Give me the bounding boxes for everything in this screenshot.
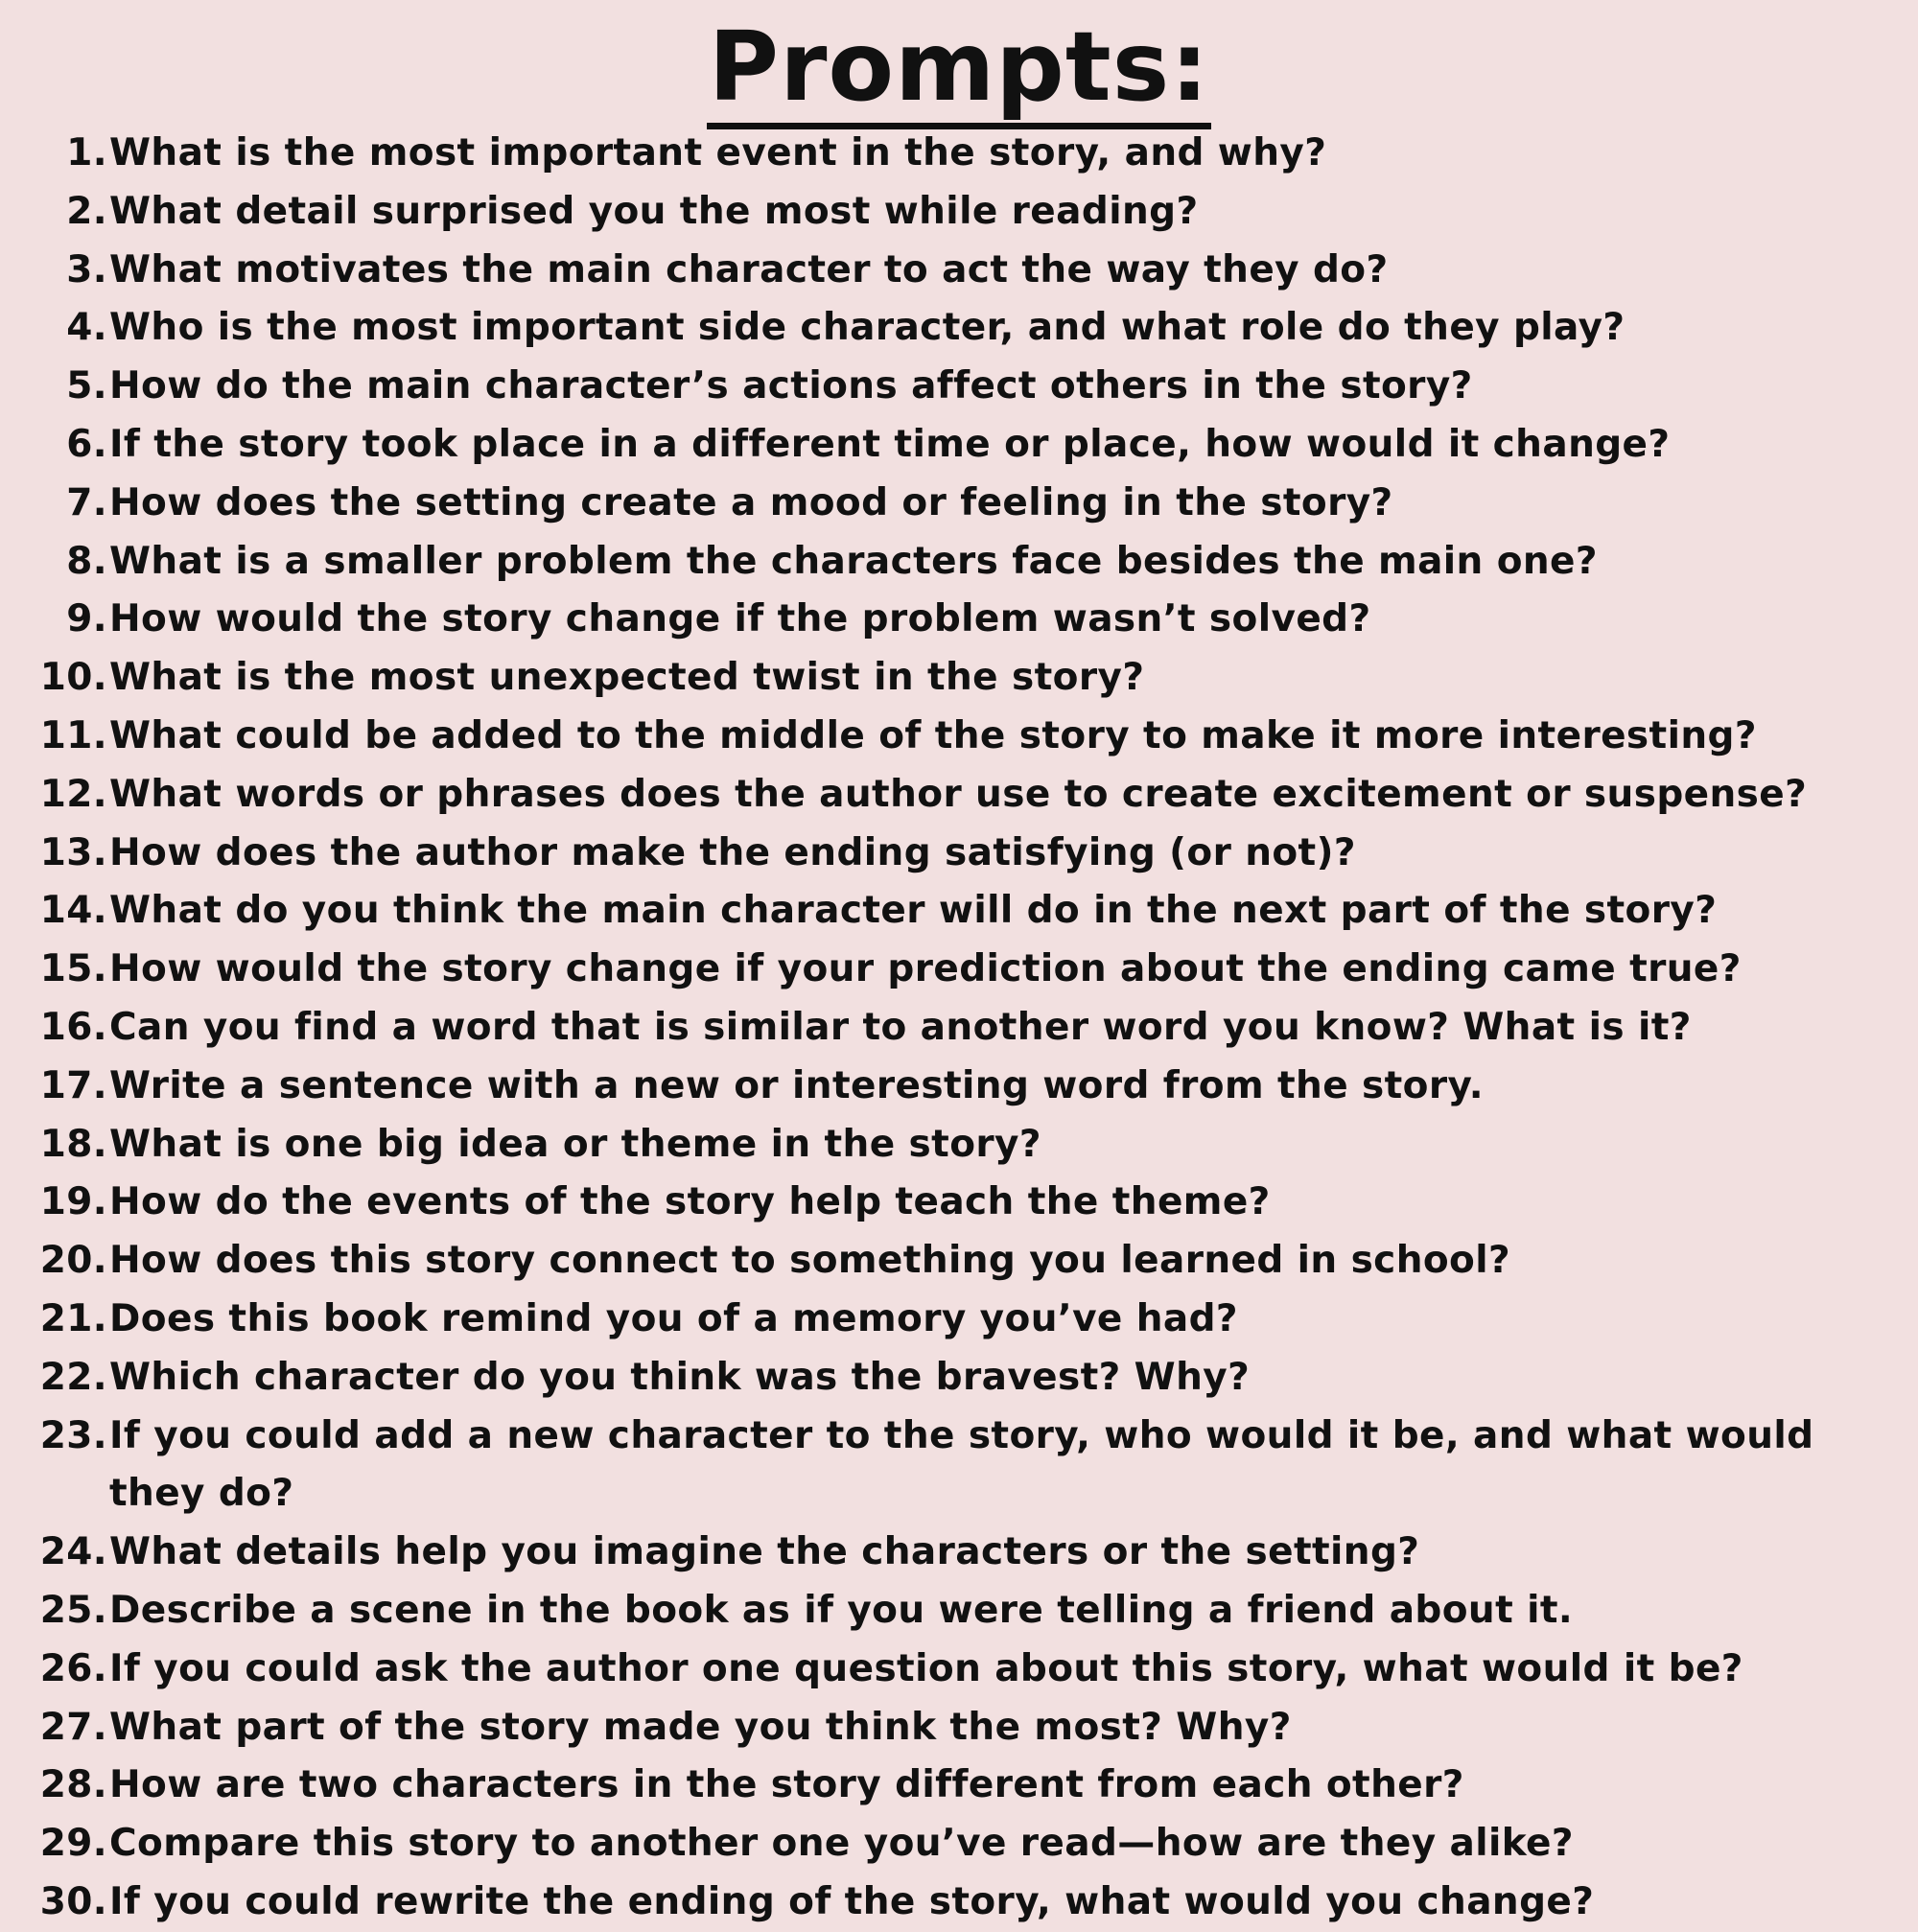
prompt-number: 20. <box>39 1239 107 1283</box>
prompt-number: 13. <box>39 830 107 874</box>
prompt-text: How does the author make the ending satisfying (or not)? <box>109 830 1356 874</box>
prompt-number: 22. <box>39 1355 107 1399</box>
prompt-number: 2. <box>66 189 107 233</box>
prompt-number: 8. <box>66 539 107 583</box>
prompt-item <box>0 416 1918 475</box>
prompt-text: Who is the most important side character, and what role do they play? <box>109 306 1626 350</box>
prompt-item <box>0 708 1918 766</box>
prompt-number: 14. <box>39 889 107 933</box>
prompt-text: What motivates the main character to act the way they do? <box>109 247 1389 291</box>
prompt-number: 27. <box>39 1705 107 1749</box>
prompt-item <box>0 1524 1918 1582</box>
prompt-text: What is the most important event in the story, and why? <box>109 131 1327 175</box>
prompt-number: 1. <box>66 131 107 175</box>
prompt-number: 7. <box>66 480 107 524</box>
prompt-number: 21. <box>39 1296 107 1340</box>
prompt-item <box>0 183 1918 242</box>
prompt-item <box>0 825 1918 883</box>
prompt-text: If you could rewrite the ending of the story, what would you change? <box>109 1879 1595 1923</box>
prompt-text: What words or phrases does the author use to create excitement or suspense? <box>109 772 1808 816</box>
prompt-number: 28. <box>39 1763 107 1807</box>
prompt-number: 17. <box>39 1063 107 1107</box>
prompt-item <box>0 125 1918 183</box>
prompt-item <box>0 1582 1918 1641</box>
prompt-number: 30. <box>39 1879 107 1923</box>
prompt-number: 3. <box>66 247 107 291</box>
prompt-text: Describe a scene in the book as if you were telling a friend about it. <box>109 1588 1574 1632</box>
prompt-number: 16. <box>39 1005 107 1049</box>
prompt-item <box>0 299 1918 358</box>
prompt-text: How do the events of the story help teach the theme? <box>109 1180 1271 1224</box>
prompt-item <box>0 533 1918 592</box>
prompt-number: 18. <box>39 1122 107 1166</box>
prompt-item <box>0 1291 1918 1349</box>
prompt-text: What details help you imagine the characters or the setting? <box>109 1530 1420 1574</box>
prompt-item <box>0 649 1918 708</box>
prompt-item <box>0 1349 1918 1408</box>
prompt-item <box>0 358 1918 416</box>
prompt-text: If you could add a new character to the story, who would it be, and what would they do? <box>109 1413 1814 1516</box>
prompt-text: Can you find a word that is similar to another word you know? What is it? <box>109 1005 1692 1049</box>
prompt-item <box>0 475 1918 533</box>
prompt-item <box>0 1815 1918 1874</box>
prompt-number: 23. <box>39 1413 107 1457</box>
prompt-number: 26. <box>39 1646 107 1690</box>
prompt-item <box>0 1232 1918 1291</box>
prompt-number: 11. <box>39 713 107 757</box>
prompt-text: Compare this story to another one you’ve read—how are they alike? <box>109 1822 1574 1866</box>
prompt-text: Does this book remind you of a memory you’ve had? <box>109 1296 1238 1340</box>
prompt-text: What is the most unexpected twist in the story? <box>109 656 1145 700</box>
prompt-number: 5. <box>66 364 107 408</box>
prompt-number: 29. <box>39 1822 107 1866</box>
prompt-item <box>0 1699 1918 1757</box>
prompt-text: How would the story change if your prediction about the ending came true? <box>109 947 1742 991</box>
prompt-item <box>0 1874 1918 1932</box>
prompt-number: 4. <box>66 306 107 350</box>
prompt-item <box>0 941 1918 999</box>
prompt-item <box>0 1174 1918 1232</box>
prompt-text: Which character do you think was the bravest? Why? <box>109 1355 1251 1399</box>
prompt-number: 10. <box>39 656 107 700</box>
prompt-item <box>0 766 1918 825</box>
prompt-text: If the story took place in a different time or place, how would it change? <box>109 422 1671 466</box>
prompt-text: How do the main character’s actions affect others in the story? <box>109 364 1473 408</box>
prompt-text: What is one big idea or theme in the story? <box>109 1122 1041 1166</box>
prompt-text: How would the story change if the problem wasn’t solved? <box>109 597 1371 641</box>
prompt-text: What detail surprised you the most while reading? <box>109 189 1199 233</box>
prompt-item <box>0 1641 1918 1699</box>
prompt-item <box>0 242 1918 300</box>
prompt-item <box>0 1757 1918 1815</box>
prompt-number: 12. <box>39 772 107 816</box>
prompt-text: How does the setting create a mood or feeling in the story? <box>109 480 1393 524</box>
prompt-item <box>0 999 1918 1058</box>
prompt-text: What do you think the main character will do in the next part of the story? <box>109 889 1718 933</box>
prompt-number: 19. <box>39 1180 107 1224</box>
prompt-number: 9. <box>66 597 107 641</box>
prompt-item <box>0 882 1918 941</box>
prompt-item <box>0 1058 1918 1116</box>
prompt-text: Write a sentence with a new or interesting word from the story. <box>109 1063 1484 1107</box>
prompt-text: How does this story connect to something you learned in school? <box>109 1239 1511 1283</box>
page-title <box>0 10 1918 129</box>
prompt-number: 24. <box>39 1530 107 1574</box>
prompt-text: What could be added to the middle of the story to make it more interesting? <box>109 713 1757 757</box>
prompt-text: What is a smaller problem the characters face besides the main one? <box>109 539 1598 583</box>
prompt-text: What part of the story made you think the most? Why? <box>109 1705 1292 1749</box>
prompt-item <box>0 1116 1918 1175</box>
prompt-list <box>0 125 1918 1932</box>
prompt-number: 6. <box>66 422 107 466</box>
prompt-number: 15. <box>39 947 107 991</box>
prompt-item <box>0 1408 1918 1525</box>
prompt-number: 25. <box>39 1588 107 1632</box>
prompt-text: How are two characters in the story different from each other? <box>109 1763 1464 1807</box>
prompt-text: If you could ask the author one question about this story, what would it be? <box>109 1646 1743 1690</box>
page-title-text: Prompts: <box>707 16 1211 129</box>
prompt-item <box>0 591 1918 649</box>
